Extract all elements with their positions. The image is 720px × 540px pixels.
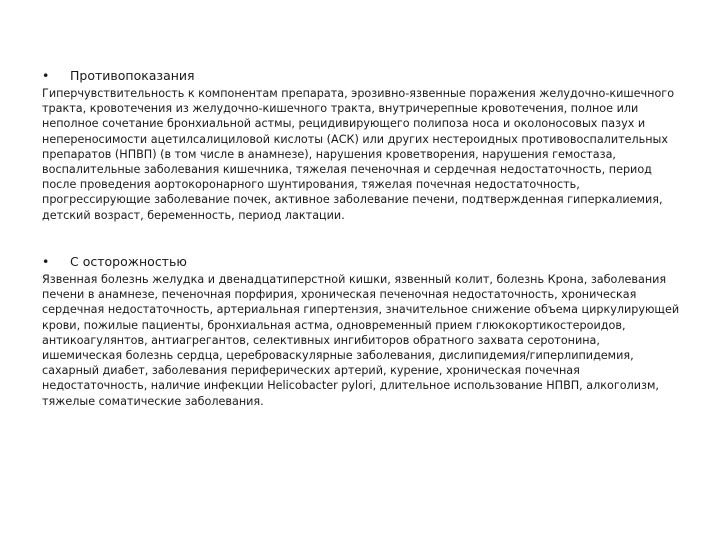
bullet-icon: • — [42, 254, 50, 269]
cautions-section — [42, 252, 680, 409]
bullet-icon: • — [42, 68, 50, 83]
contraindications-text: Гиперчувствительность к компонентам препарата, эрозивно-язвенные поражения желудочно-кишечного тракта, кровотечения из желудочно-кишечного тракта, внутричерепные кровотечения, полное или неполное сочетание бронхиальной астмы, рецидивирующего полипоза носа и околоносовых пазух и непереносимости ацетилсалициловой кислоты (АСК) или других нестероидных противовоспалительных препаратов (НПВП) (в том числе в анамнезе), нарушения кроветворения, нарушения гемостаза, воспалительные заболевания кишечника, тяжелая печеночная и сердечная недостаточность, период после проведения аортокоронарного шунтирования, тяжелая почечная недостаточность, прогрессирующие заболевание почек, активное заболевание печени, подтвержденная гиперкалиемия, детский возраст, беременность, период лактации. — [42, 87, 675, 222]
cautions-heading: С осторожностью — [70, 254, 187, 269]
contraindications-heading-row — [42, 66, 680, 86]
contraindications-heading: Противопоказания — [70, 68, 195, 83]
cautions-heading-row — [42, 252, 680, 272]
contraindications-section — [42, 66, 680, 223]
cautions-text: Язвенная болезнь желудка и двенадцатиперстной кишки, язвенный колит, болезнь Крона, заболевания печени в анамнезе, печеночная порфирия, хроническая печеночная недостаточность, хроническая сердечная недостаточность, артериальная гипертензия, значительное снижение объема циркулирующей крови, пожилые пациенты, бронхиальная астма, одновременный прием глюкокортикостероидов, антикоагулянтов, антиагрегантов, селективных ингибиторов обратного захвата серотонина, ишемическая болезнь сердца, цереброваскулярные заболевания, дислипидемия/гиперлипидемия, сахарный диабет, заболевания периферических артерий, курение, хроническая почечная недостаточность, наличие инфекции Helicobacter pylori, длительное использование НПВП, алкоголизм, тяжелые соматические заболевания. — [42, 273, 680, 408]
